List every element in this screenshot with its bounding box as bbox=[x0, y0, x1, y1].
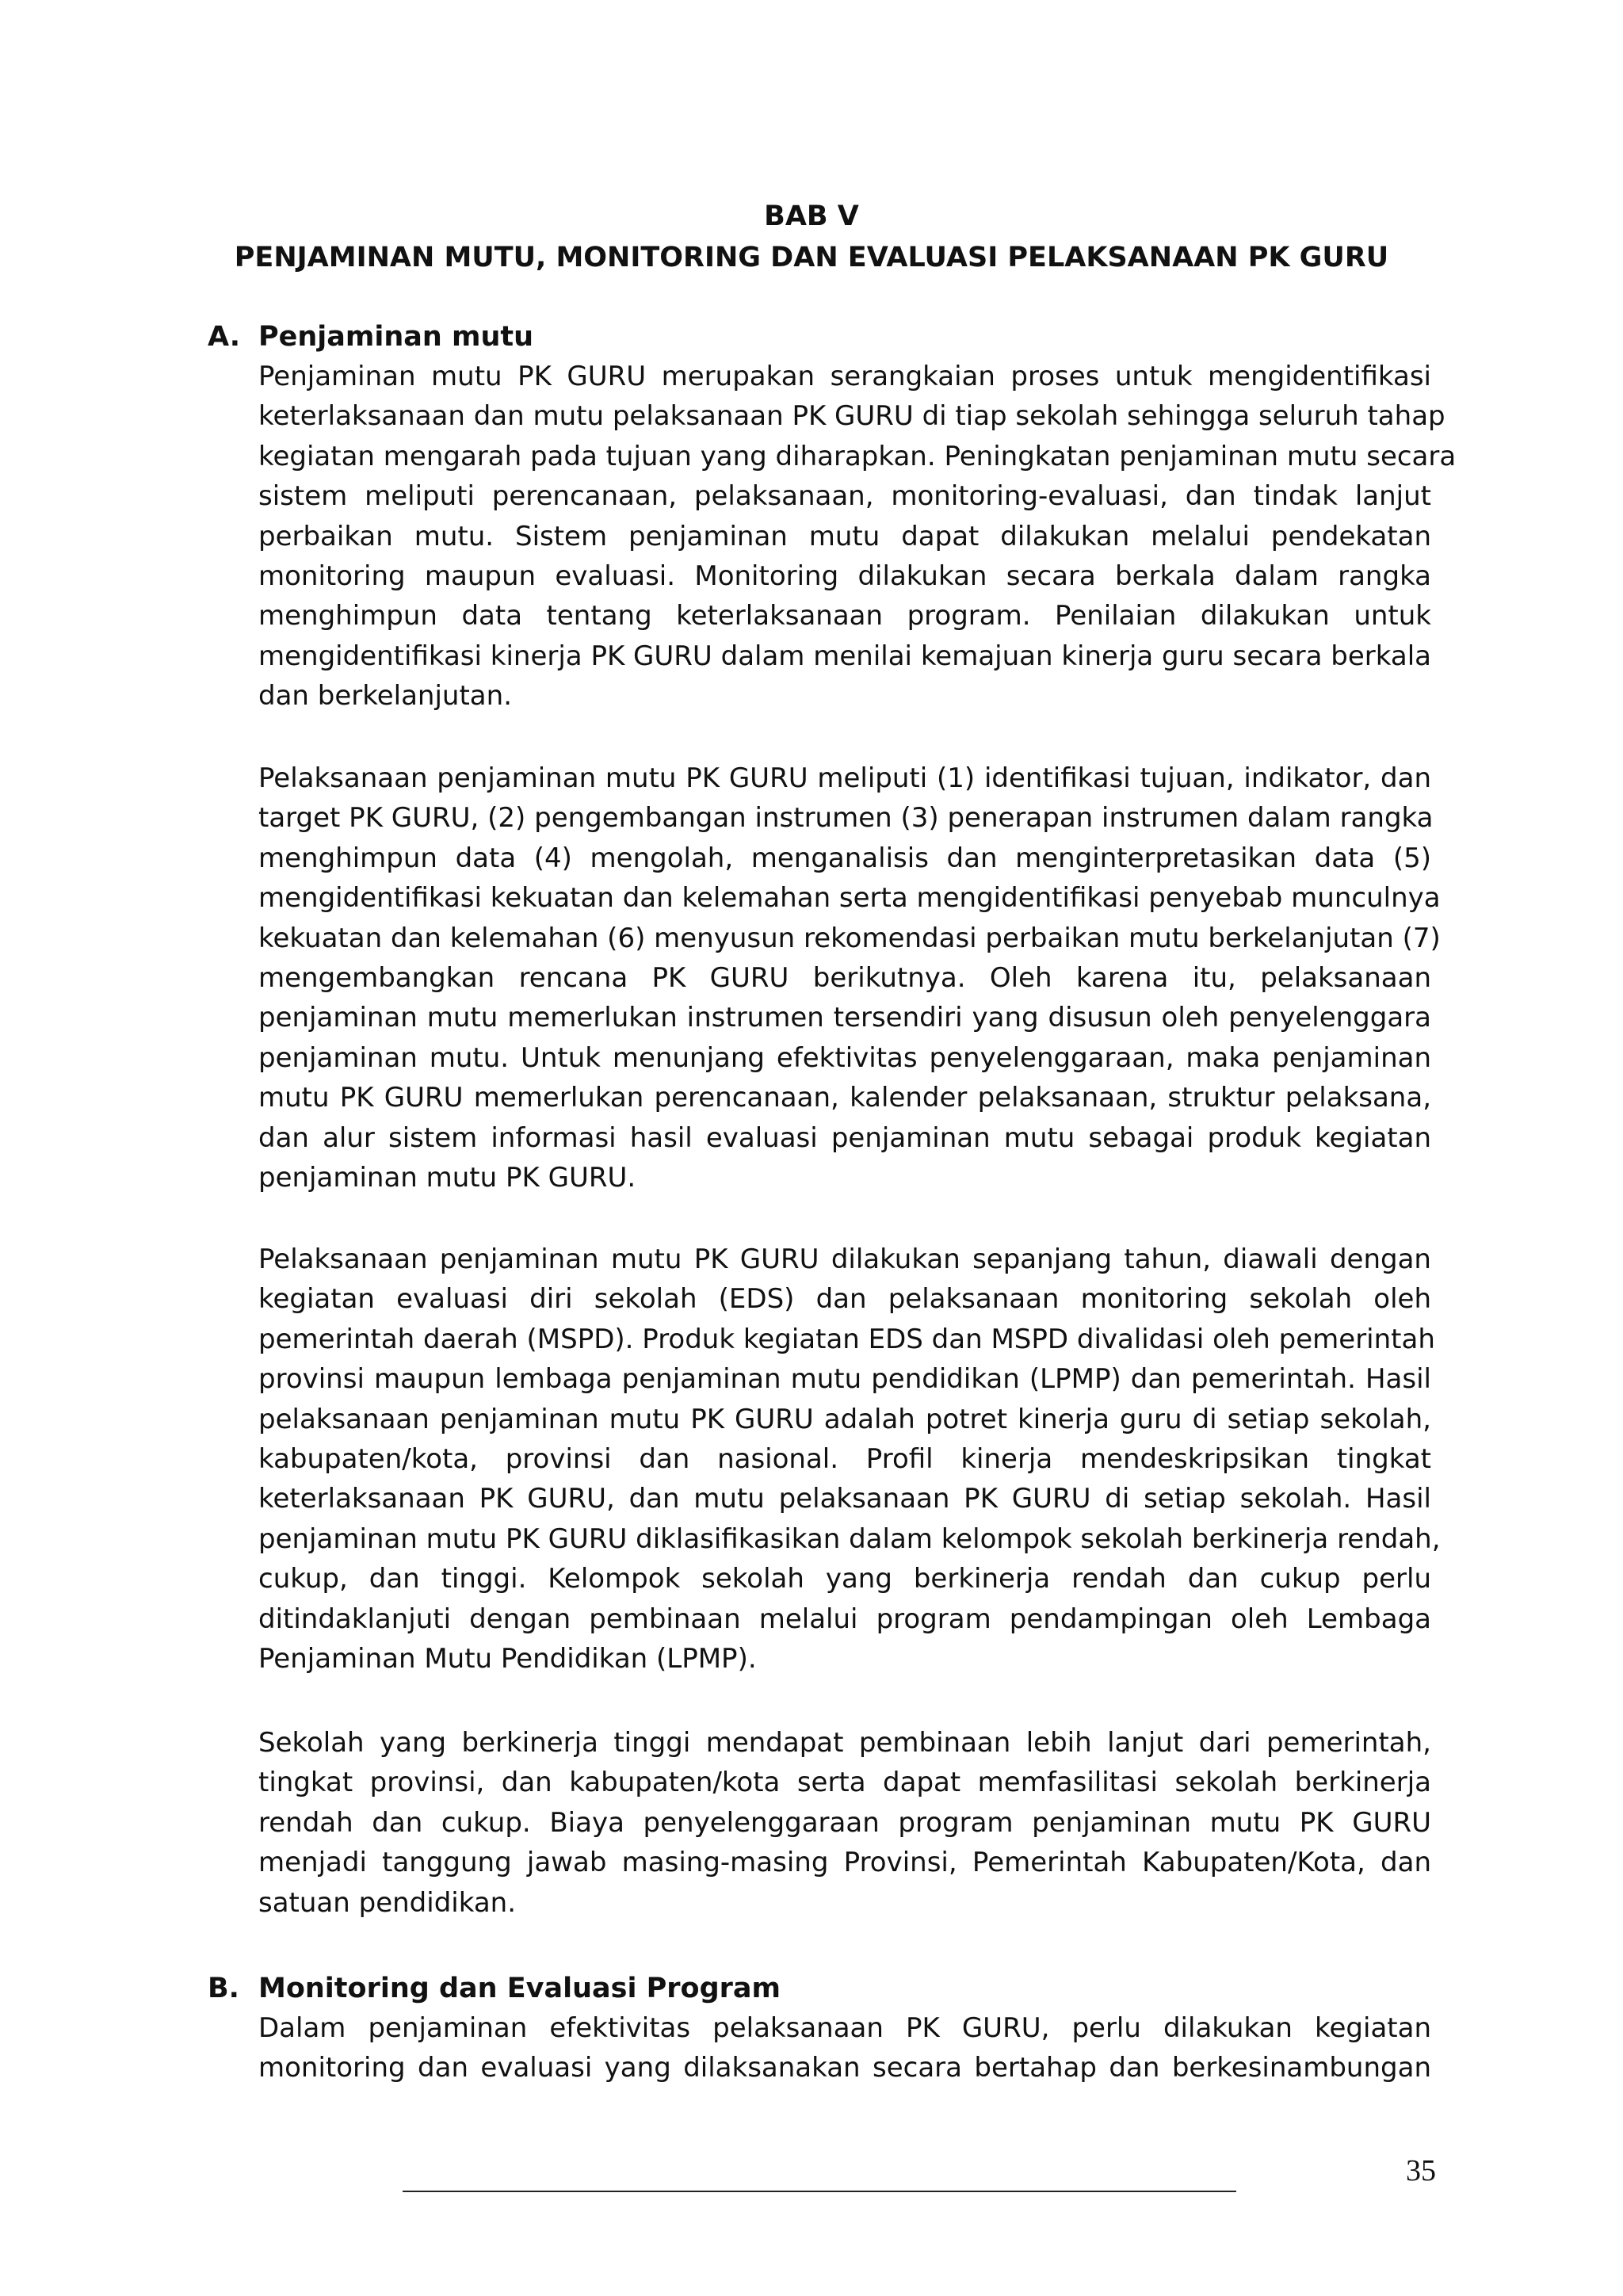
section-title: Penjaminan mutu bbox=[258, 321, 534, 353]
text-line: mengidentifikasi kekuatan dan kelemahan serta mengidentifikasi penyebab munculnya bbox=[258, 882, 1441, 915]
text-line: kegiatan mengarah pada tujuan yang diharapkan. Peningkatan penjaminan mutu secara bbox=[258, 440, 1457, 472]
text-line: mengidentifikasi kinerja PK GURU dalam menilai kemajuan kinerja guru secara berkala bbox=[258, 640, 1431, 672]
text-line: penjaminan mutu PK GURU. bbox=[258, 1161, 636, 1194]
text-line: penjaminan mutu memerlukan instrumen tersendiri yang disusun oleh penyelenggara bbox=[258, 1002, 1431, 1034]
text-line: mengembangkan rencana PK GURU berikutnya. Oleh karena itu, pelaksanaan bbox=[258, 961, 1431, 994]
text-line: mutu PK GURU memerlukan perencanaan, kalender pelaksanaan, struktur pelaksana, bbox=[258, 1082, 1431, 1114]
text-line: pemerintah daerah (MSPD). Produk kegiatan EDS dan MSPD divalidasi oleh pemerintah bbox=[258, 1323, 1435, 1355]
text-line: Penjaminan mutu PK GURU merupakan serangkaian proses untuk mengidentifikasi bbox=[258, 361, 1431, 392]
text-line: Penjaminan Mutu Pendidikan (LPMP). bbox=[258, 1642, 757, 1675]
text-line: kabupaten/kota, provinsi dan nasional. Profil kinerja mendeskripsikan tingkat bbox=[258, 1442, 1431, 1475]
section-letter: A. bbox=[208, 321, 241, 353]
text-line: target PK GURU, (2) pengembangan instrumen (3) penerapan instrumen dalam rangka bbox=[258, 802, 1434, 835]
text-line: Dalam penjaminan efektivitas pelaksanaan PK GURU, perlu dilakukan kegiatan bbox=[258, 2012, 1431, 2044]
text-line: penjaminan mutu PK GURU diklasifikasikan dalam kelompok sekolah berkinerja rendah, bbox=[258, 1522, 1441, 1555]
text-line: dan berkelanjutan. bbox=[258, 680, 512, 712]
text-line: cukup, dan tinggi. Kelompok sekolah yang berkinerja rendah dan cukup perlu bbox=[258, 1563, 1431, 1595]
text-line: penjaminan mutu. Untuk menunjang efektivitas penyelenggaraan, maka penjaminan bbox=[258, 1041, 1431, 1074]
page-number: 35 bbox=[1406, 2154, 1436, 2187]
text-line: keterlaksanaan dan mutu pelaksanaan PK GURU di tiap sekolah sehingga seluruh tahap bbox=[258, 400, 1445, 433]
text-line: dan alur sistem informasi hasil evaluasi penjaminan mutu sebagai produk kegiatan bbox=[258, 1121, 1431, 1154]
text-line: Pelaksanaan penjaminan mutu PK GURU dilakukan sepanjang tahun, diawali dengan bbox=[258, 1244, 1431, 1275]
text-line: Pelaksanaan penjaminan mutu PK GURU meliputi (1) identifikasi tujuan, indikator, dan bbox=[258, 762, 1431, 794]
paragraph bbox=[258, 1723, 1431, 1923]
section-a-heading bbox=[208, 317, 533, 357]
text-line: monitoring dan evaluasi yang dilaksanakan secara bertahap dan berkesinambungan bbox=[258, 2052, 1431, 2084]
text-line: rendah dan cukup. Biaya penyelenggaraan program penjaminan mutu PK GURU bbox=[258, 1806, 1431, 1839]
text-line: menjadi tanggung jawab masing-masing Provinsi, Pemerintah Kabupaten/Kota, dan bbox=[258, 1847, 1431, 1879]
chapter-title: PENJAMINAN MUTU, MONITORING DAN EVALUASI PELAKSANAAN PK GURU bbox=[234, 242, 1389, 273]
text-line: menghimpun data tentang keterlaksanaan program. Penilaian dilakukan untuk bbox=[258, 600, 1431, 632]
text-line: sistem meliputi perencanaan, pelaksanaan, monitoring-evaluasi, dan tindak lanjut bbox=[258, 480, 1431, 513]
paragraph bbox=[258, 758, 1441, 1198]
section-title: Monitoring dan Evaluasi Program bbox=[258, 1973, 781, 2004]
text-line: satuan pendidikan. bbox=[258, 1886, 517, 1919]
paragraph bbox=[258, 2008, 1431, 2088]
text-line: Sekolah yang berkinerja tinggi mendapat pembinaan lebih lanjut dari pemerintah, bbox=[258, 1727, 1431, 1759]
footer-rule bbox=[403, 2191, 1236, 2192]
section-letter: B. bbox=[208, 1973, 239, 2004]
text-line: kegiatan evaluasi diri sekolah (EDS) dan pelaksanaan monitoring sekolah oleh bbox=[258, 1283, 1431, 1316]
text-line: ditindaklanjuti dengan pembinaan melalui program pendampingan oleh Lembaga bbox=[258, 1603, 1431, 1635]
text-line: menghimpun data (4) mengolah, menganalisis dan menginterpretasikan data (5) bbox=[258, 842, 1431, 874]
text-line: pelaksanaan penjaminan mutu PK GURU adalah potret kinerja guru di setiap sekolah, bbox=[258, 1403, 1431, 1435]
section-b-heading bbox=[208, 1969, 781, 2008]
text-line: monitoring maupun evaluasi. Monitoring dilakukan secara berkala dalam rangka bbox=[258, 560, 1431, 592]
text-line: perbaikan mutu. Sistem penjaminan mutu dapat dilakukan melalui pendekatan bbox=[258, 520, 1431, 552]
text-line: provinsi maupun lembaga penjaminan mutu pendidikan (LPMP) dan pemerintah. Hasil bbox=[258, 1363, 1431, 1396]
paragraph bbox=[258, 1240, 1441, 1679]
chapter-number: BAB V bbox=[764, 201, 859, 232]
text-line: keterlaksanaan PK GURU, dan mutu pelaksanaan PK GURU di setiap sekolah. Hasil bbox=[258, 1483, 1431, 1515]
text-line: tingkat provinsi, dan kabupaten/kota serta dapat memfasilitasi sekolah berkinerja bbox=[258, 1767, 1431, 1799]
text-line: kekuatan dan kelemahan (6) menyusun rekomendasi perbaikan mutu berkelanjutan (7) bbox=[258, 922, 1441, 954]
paragraph bbox=[258, 357, 1457, 716]
